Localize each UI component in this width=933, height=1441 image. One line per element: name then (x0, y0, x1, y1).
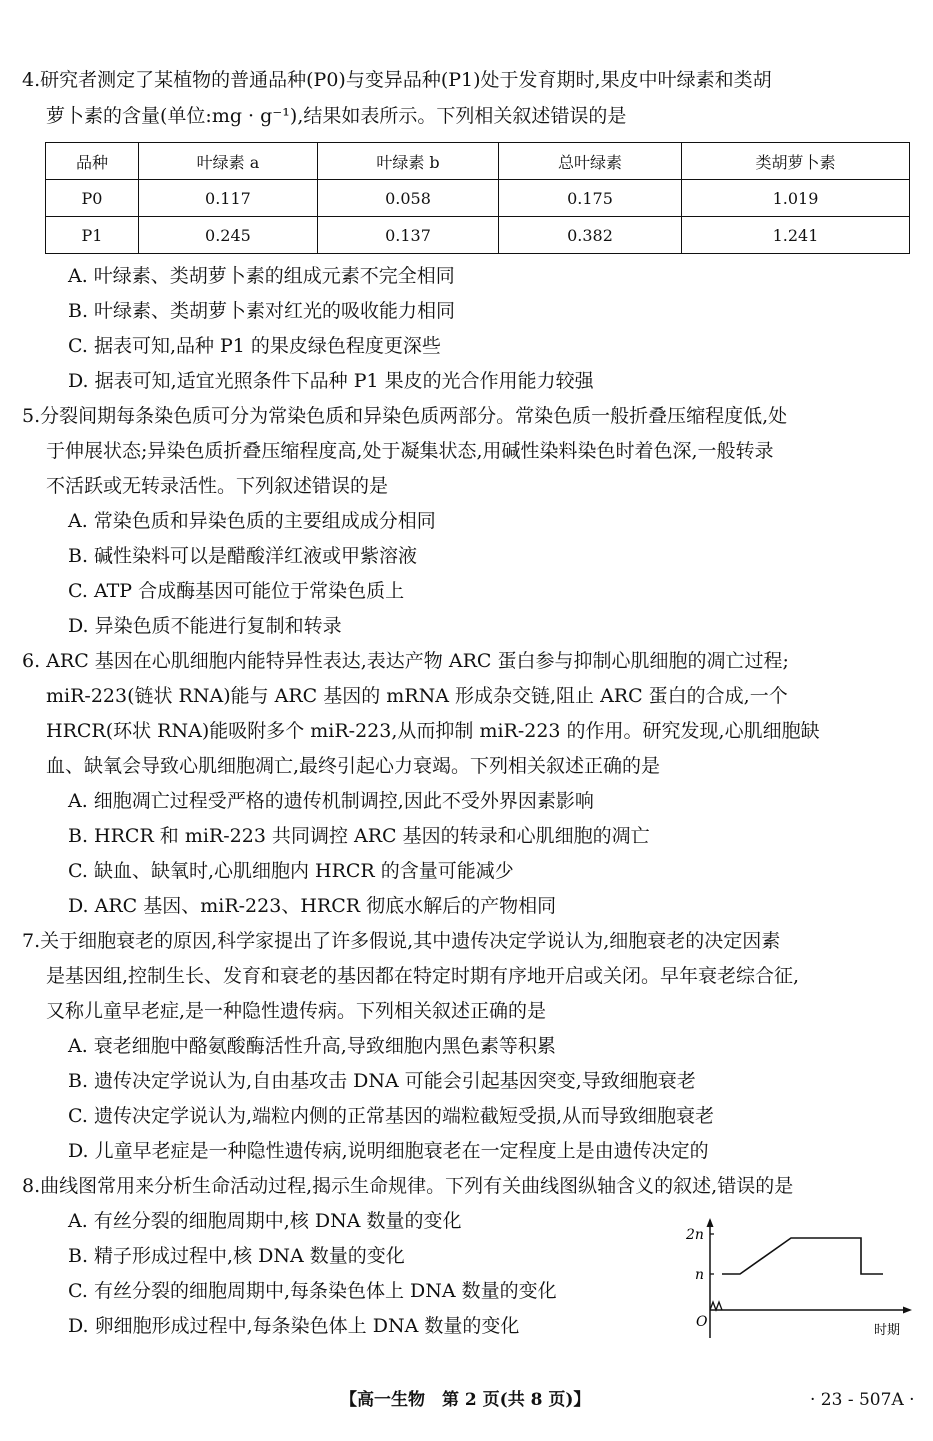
q8-curve-figure (678, 1218, 918, 1348)
table-cell: 0.245 (138, 217, 317, 254)
q8-option-d: D. 卵细胞形成过程中,每条染色体上 DNA 数量的变化 (68, 1315, 520, 1337)
q4-stem-line2: 萝卜素的含量(单位:mg · g⁻¹),结果如表所示。下列相关叙述错误的是 (46, 105, 627, 127)
q6-option-c: C. 缺血、缺氧时,心肌细胞内 HRCR 的含量可能减少 (68, 860, 514, 882)
q6-option-a: A. 细胞凋亡过程受严格的遗传机制调控,因此不受外界因素影响 (68, 790, 594, 812)
q7-option-b: B. 遗传决定学说认为,自由基攻击 DNA 可能会引起基因突变,导致细胞衰老 (68, 1070, 696, 1092)
table-header-cell: 叶绿素 a (138, 143, 317, 180)
q4-option-a: A. 叶绿素、类胡萝卜素的组成元素不完全相同 (68, 265, 455, 287)
q7-option-c: C. 遗传决定学说认为,端粒内侧的正常基因的端粒截短受损,从而导致细胞衰老 (68, 1105, 715, 1127)
q7-stem-line2: 是基因组,控制生长、发育和衰老的基因都在特定时期有序地开启或关闭。早年衰老综合征, (46, 965, 800, 987)
q6-option-b: B. HRCR 和 miR-223 共同调控 ARC 基因的转录和心肌细胞的凋亡 (68, 825, 650, 847)
q6-stem-line1: 6. ARC 基因在心肌细胞内能特异性表达,表达产物 ARC 蛋白参与抑制心肌细胞的凋亡过程; (22, 650, 789, 672)
table-row (46, 180, 910, 217)
footer-code: · 23 - 507A · (810, 1390, 915, 1410)
footer-page-info: 【高一生物 第 2 页(共 8 页)】 (340, 1390, 591, 1410)
q4-stem-line1: 4.研究者测定了某植物的普通品种(P0)与变异品种(P1)处于发育期时,果皮中叶绿素和类胡 (22, 69, 772, 91)
table-cell: 1.019 (682, 180, 910, 217)
q4-option-c: C. 据表可知,品种 P1 的果皮绿色程度更深些 (68, 335, 441, 357)
q4-option-d: D. 据表可知,适宜光照条件下品种 P1 果皮的光合作用能力较强 (68, 370, 594, 392)
table-cell: 0.175 (499, 180, 682, 217)
x-axis-arrow (903, 1307, 912, 1314)
label-origin: O (696, 1314, 708, 1330)
curve-line (722, 1238, 883, 1274)
q6-stem-line2: miR-223(链状 RNA)能与 ARC 基因的 mRNA 形成杂交链,阻止 ARC 蛋白的合成,一个 (46, 685, 788, 707)
table-cell: 0.058 (317, 180, 498, 217)
q5-option-b: B. 碱性染料可以是醋酸洋红液或甲紫溶液 (68, 545, 418, 567)
q6-stem-line3: HRCR(环状 RNA)能吸附多个 miR-223,从而抑制 miR-223 的作用。研究发现,心肌细胞缺 (46, 720, 820, 742)
q7-stem-line1: 7.关于细胞衰老的原因,科学家提出了许多假说,其中遗传决定学说认为,细胞衰老的决定因素 (22, 930, 781, 952)
q8-stem-line1: 8.曲线图常用来分析生命活动过程,揭示生命规律。下列有关曲线图纵轴含义的叙述,错误的是 (22, 1175, 794, 1197)
label-2n: 2n (686, 1227, 704, 1243)
table-header-cell: 总叶绿素 (499, 143, 682, 180)
table-cell: P0 (46, 180, 139, 217)
q7-option-a: A. 衰老细胞中酪氨酸酶活性升高,导致细胞内黑色素等积累 (68, 1035, 556, 1057)
table-cell: 1.241 (682, 217, 910, 254)
table-header-cell: 品种 (46, 143, 139, 180)
q5-option-a: A. 常染色质和异染色质的主要组成成分相同 (68, 510, 436, 532)
label-n: n (695, 1267, 705, 1283)
axis-break-mark (710, 1302, 722, 1310)
q5-option-d: D. 异染色质不能进行复制和转录 (68, 615, 342, 637)
y-axis-arrow (707, 1218, 714, 1227)
q8-option-a: A. 有丝分裂的细胞周期中,核 DNA 数量的变化 (68, 1210, 462, 1232)
q6-stem-line4: 血、缺氧会导致心肌细胞凋亡,最终引起心力衰竭。下列相关叙述正确的是 (46, 755, 661, 777)
q5-stem-line1: 5.分裂间期每条染色质可分为常染色质和异染色质两部分。常染色质一般折叠压缩程度低,处 (22, 405, 788, 427)
table-cell: 0.382 (499, 217, 682, 254)
q5-option-c: C. ATP 合成酶基因可能位于常染色质上 (68, 580, 405, 602)
table-cell: 0.117 (138, 180, 317, 217)
table-row (46, 217, 910, 254)
label-x-axis: 时期 (874, 1323, 901, 1338)
q7-stem-line3: 又称儿童早老症,是一种隐性遗传病。下列相关叙述正确的是 (46, 1000, 547, 1022)
table-header-cell: 叶绿素 b (317, 143, 498, 180)
q6-option-d: D. ARC 基因、miR-223、HRCR 彻底水解后的产物相同 (68, 895, 557, 917)
table-cell: 0.137 (317, 217, 498, 254)
q4-option-b: B. 叶绿素、类胡萝卜素对红光的吸收能力相同 (68, 300, 456, 322)
q5-stem-line2: 于伸展状态;异染色质折叠压缩程度高,处于凝集状态,用碱性染料染色时着色深,一般转录 (46, 440, 774, 462)
table-header-row (46, 143, 910, 180)
table-cell: P1 (46, 217, 139, 254)
q8-option-b: B. 精子形成过程中,核 DNA 数量的变化 (68, 1245, 405, 1267)
q4-table (45, 142, 910, 254)
q5-stem-line3: 不活跃或无转录活性。下列叙述错误的是 (46, 475, 389, 497)
q7-option-d: D. 儿童早老症是一种隐性遗传病,说明细胞衰老在一定程度上是由遗传决定的 (68, 1140, 709, 1162)
q8-option-c: C. 有丝分裂的细胞周期中,每条染色体上 DNA 数量的变化 (68, 1280, 557, 1302)
table-header-cell: 类胡萝卜素 (682, 143, 910, 180)
